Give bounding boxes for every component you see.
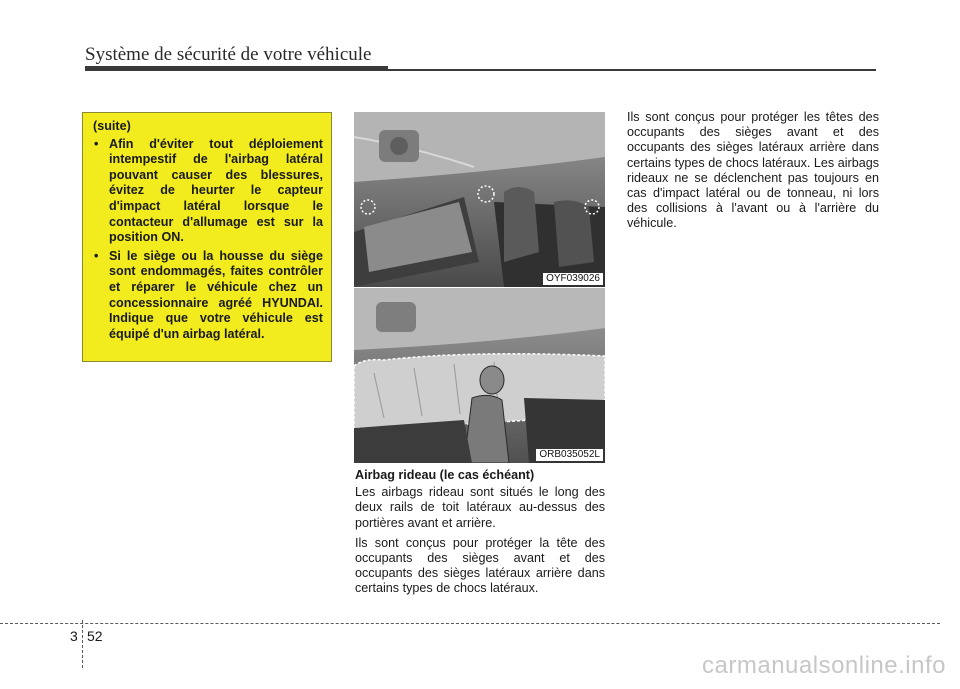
footer-divider: [82, 620, 83, 668]
section-paragraph: Ils sont conçus pour protéger la tête des occupants des sièges avant et des occupants des sièges latéraux arrière dans certains types de chocs latéraux.: [355, 535, 605, 596]
figure-code: OYF039026: [543, 273, 603, 285]
note-heading: (suite): [93, 119, 131, 133]
right-column-paragraph: Ils sont conçus pour protéger les têtes des occupants des sièges avant et des occupants des sièges latéraux arrière dans certains types de chocs latéraux. Les airbags rideaux ne se déclenchent pas toujours en cas d'impact latéral ou de tonneau, ni lors des collisions à l'avant ou à l'arrière du véhicule.: [627, 110, 880, 231]
curtain-airbag-photo: [354, 288, 605, 463]
curtain-airbag-illustration: [354, 288, 605, 463]
car-interior-illustration: [354, 112, 605, 287]
bullet-icon: •: [94, 136, 99, 151]
side-airbag-photo: [354, 112, 605, 287]
footer-rule: [0, 623, 940, 624]
note-item-text: Si le siège ou la housse du siège sont endommagés, faites contrôler et réparer le véhicule chez un concessionnaire agréé HYUNDAI. Indique que votre véhicule est équipé d'un airbag latéral.: [109, 248, 323, 341]
note-item-text: Afin d'éviter tout déploiement intempestif de l'airbag latéral pouvant causer des blessures, évitez de heurter le capteur d'impact latéral lorsque le contacteur d'allumage est sur la position ON.: [109, 136, 323, 245]
bullet-icon: •: [94, 248, 99, 263]
watermark: carmanualsonline.info: [702, 652, 946, 679]
figure-code: ORB035052L: [536, 449, 603, 461]
note-item: [93, 137, 323, 246]
note-item: [93, 249, 323, 343]
page-header-title: Système de sécurité de votre véhicule: [85, 44, 372, 65]
note-box: [82, 112, 332, 362]
header-rule-thick: [85, 66, 388, 71]
curtain-airbag-section: [355, 468, 605, 602]
chapter-number: 3: [70, 628, 78, 644]
page-number: 52: [87, 628, 103, 644]
section-heading: Airbag rideau (le cas échéant): [355, 468, 535, 482]
header-rule-thin: [388, 69, 876, 71]
section-paragraph: Les airbags rideau sont situés le long des deux rails de toit latéraux au-dessus des portières avant et arrière.: [355, 485, 605, 530]
note-list: [93, 137, 323, 343]
